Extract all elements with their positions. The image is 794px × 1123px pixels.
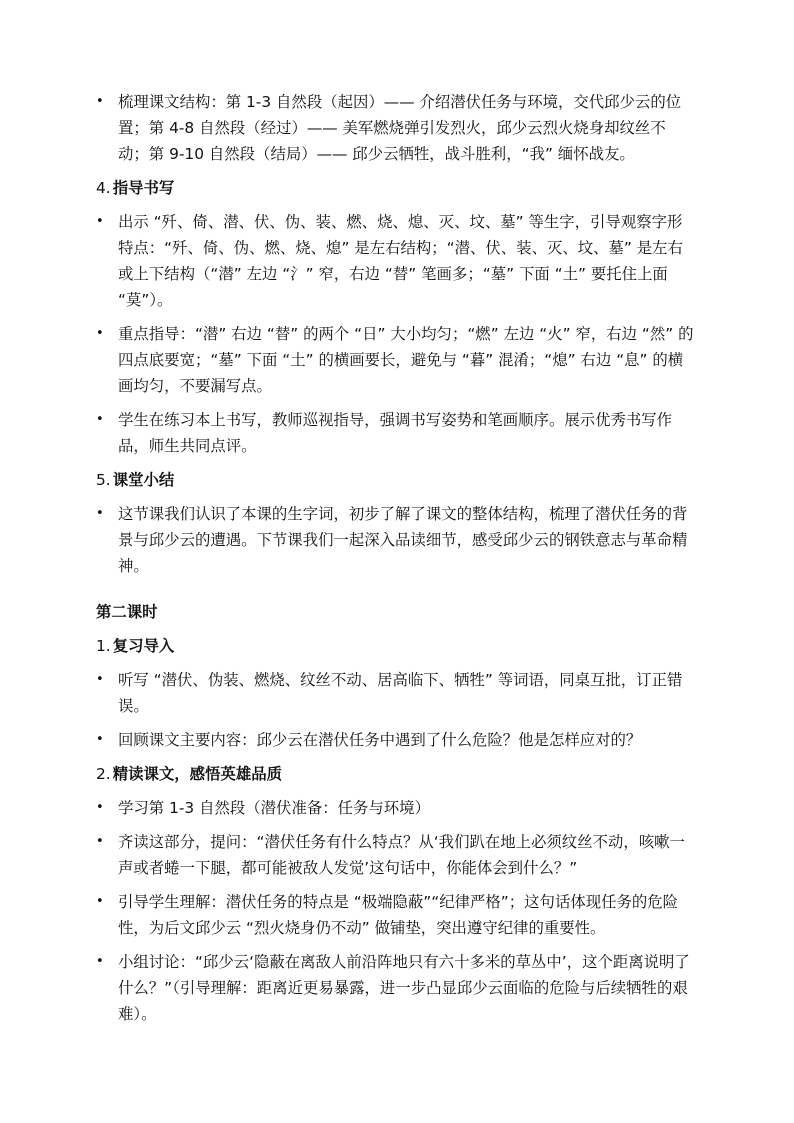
bullet-dot: • — [96, 800, 104, 815]
bullet-dot: • — [96, 732, 104, 747]
heading-number: 5. — [96, 471, 111, 489]
lesson-title: 第二课时 — [96, 603, 158, 621]
section-heading — [96, 467, 696, 493]
bullet-text: 回顾课文主要内容：邱少云在潜伏任务中遇到了什么危险？他是怎样应对的？ — [118, 731, 642, 749]
section-heading — [96, 633, 696, 659]
list-item — [96, 889, 696, 941]
bullet-text: 学习第 1-3 自然段（潜伏准备：任务与环境） — [118, 799, 430, 817]
list-item — [96, 727, 696, 753]
heading-number: 1. — [96, 637, 111, 655]
list-item — [96, 795, 696, 821]
heading-text: 复习导入 — [112, 637, 175, 655]
list-item — [96, 89, 696, 167]
bullet-text: 这节课我们认识了本课的生字词，初步了解了课文的整体结构，梳理了潜伏任务的背景与邱少云的遭遇。下节课我们一起深入品读细节，感受邱少云的钢铁意志与革命精神。 — [118, 505, 688, 575]
list-item — [96, 829, 696, 881]
bullet-dot: • — [96, 954, 104, 969]
bullet-text: 听写 “潜伏、伪装、燃烧、纹丝不动、居高临下、牺牲” 等词语，同桌互批，订正错误。 — [118, 671, 683, 715]
bullet-dot: • — [96, 672, 104, 687]
bullet-text: 齐读这部分，提问：“潜伏任务有什么特点？从‘我们趴在地上必须纹丝不动，咳嗽一声或者蜷一下腿，都可能被敌人发觉’这句话中，你能体会到什么？” — [118, 833, 685, 877]
bullet-dot: • — [96, 214, 104, 229]
bullet-text: 梳理课文结构：第 1-3 自然段（起因）—— 介绍潜伏任务与环境，交代邱少云的位置；第 4-8 自然段（经过）—— 美军燃烧弹引发烈火，邱少云烈火烧身却纹丝不动；第 9-10 自然段（结局）—— 邱少云牺牲，战斗胜利，“我” 缅怀战友。 — [118, 93, 682, 163]
section-heading — [96, 761, 696, 787]
list-item — [96, 667, 696, 719]
bullet-text: 重点指导：“潜” 右边 “替” 的两个 “日” 大小均匀；“燃” 左边 “火” 窄，右边 “然” 的四点底要宽；“墓” 下面 “土” 的横画要长，避免与 “暮” 混淆；“熄” 右边 “息” 的横画均匀，不要漏写点。 — [118, 325, 694, 395]
list-item — [96, 949, 696, 1027]
heading-text: 课堂小结 — [112, 471, 175, 489]
bullet-text: 小组讨论：“邱少云‘隐蔽在离敌人前沿阵地只有六十多米的草丛中’，这个距离说明了什么？”（引导理解：距离近更易暴露，进一步凸显邱少云面临的危险与后续牺牲的艰难）。 — [118, 953, 690, 1023]
list-item — [96, 209, 696, 313]
bullet-text: 学生在练习本上书写，教师巡视指导，强调书写姿势和笔画顺序。展示优秀书写作品，师生共同点评。 — [118, 411, 673, 455]
bullet-dot: • — [96, 94, 104, 109]
section-heading — [96, 175, 696, 201]
bullet-dot: • — [96, 834, 104, 849]
heading-number: 2. — [96, 765, 111, 783]
list-item — [96, 321, 696, 399]
bullet-text: 出示 “歼、倚、潜、伏、伪、装、燃、烧、熄、灭、坟、墓” 等生字，引导观察字形特点：“歼、倚、伪、燃、烧、熄” 是左右结构；“潜、伏、装、灭、坟、墓” 是左右或上下结构（“潜” 左边 “氵” 窄，右边 “替” 笔画多；“墓” 下面 “土” 要托住上面 “莫”）。 — [118, 213, 683, 309]
bullet-dot: • — [96, 894, 104, 909]
bullet-dot: • — [96, 326, 104, 341]
heading-text: 精读课文，感悟英雄品质 — [112, 765, 282, 783]
bullet-dot: • — [96, 506, 104, 521]
heading-number: 4. — [96, 179, 111, 197]
bullet-dot: • — [96, 412, 104, 427]
heading-text: 指导书写 — [112, 179, 175, 197]
list-item — [96, 501, 696, 579]
bullet-text: 引导学生理解：潜伏任务的特点是 “极端隐蔽”“纪律严格”；这句话体现任务的危险性，为后文邱少云 “烈火烧身仍不动” 做铺垫，突出遵守纪律的重要性。 — [118, 893, 679, 937]
list-item — [96, 407, 696, 459]
page-content — [96, 89, 696, 1035]
